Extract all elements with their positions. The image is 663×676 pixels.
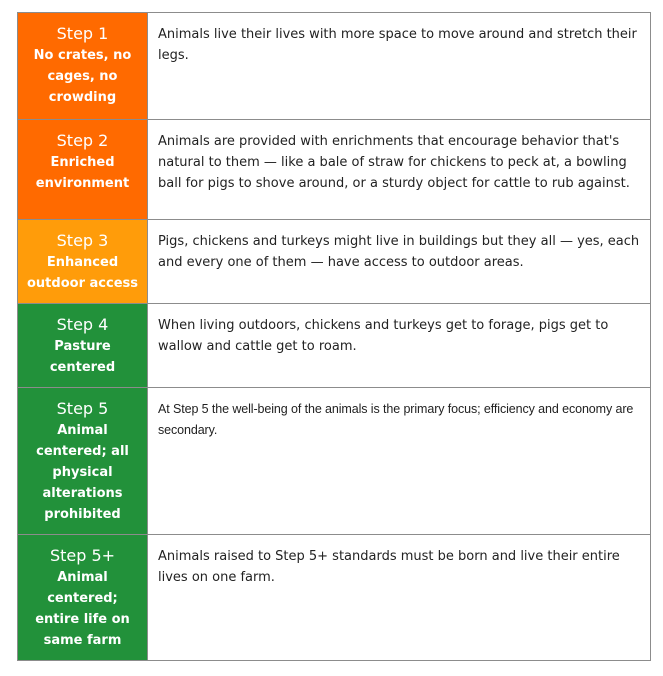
table-row	[18, 535, 651, 661]
step-subtitle: Enhanced outdoor access	[27, 255, 138, 291]
step-cell	[18, 120, 148, 220]
table-row	[18, 388, 651, 535]
step-title: Step 5+	[49, 546, 116, 565]
step-subtitle: Animal centered; entire life on same farm	[35, 570, 130, 648]
step-title: Step 5	[56, 399, 109, 418]
step-title: Step 3	[56, 231, 109, 250]
step-cell	[18, 220, 148, 304]
step-title: Step 4	[56, 315, 109, 334]
step-subtitle: Pasture centered	[49, 339, 116, 375]
step-subtitle: Animal centered; all physical alterations prohibited	[36, 423, 129, 522]
step-description: At Step 5 the well-being of the animals is the primary focus; efficiency and economy are secondary.	[148, 388, 651, 535]
step-cell	[18, 535, 148, 661]
table-row	[18, 220, 651, 304]
table-row	[18, 304, 651, 388]
animal-welfare-steps-table	[17, 12, 651, 661]
step-title: Step 1	[56, 24, 109, 43]
step-description: When living outdoors, chickens and turkeys get to forage, pigs get to wallow and cattle get to roam.	[148, 304, 651, 388]
step-description: Animals live their lives with more space to move around and stretch their legs.	[148, 13, 651, 120]
step-subtitle: Enriched environment	[35, 155, 130, 191]
step-subtitle: No crates, no cages, no crowding	[33, 48, 132, 105]
step-cell	[18, 388, 148, 535]
step-description: Animals raised to Step 5+ standards must be born and live their entire lives on one farm.	[148, 535, 651, 661]
step-cell	[18, 304, 148, 388]
step-title: Step 2	[56, 131, 109, 150]
table-row	[18, 13, 651, 120]
step-description: Pigs, chickens and turkeys might live in buildings but they all — yes, each and every one of them — have access to outdoor areas.	[148, 220, 651, 304]
step-description: Animals are provided with enrichments that encourage behavior that's natural to them — like a bale of straw for chickens to peck at, a bowling ball for pigs to shove around, or a sturdy object for cattle to rub against.	[148, 120, 651, 220]
table-row	[18, 120, 651, 220]
step-cell	[18, 13, 148, 120]
